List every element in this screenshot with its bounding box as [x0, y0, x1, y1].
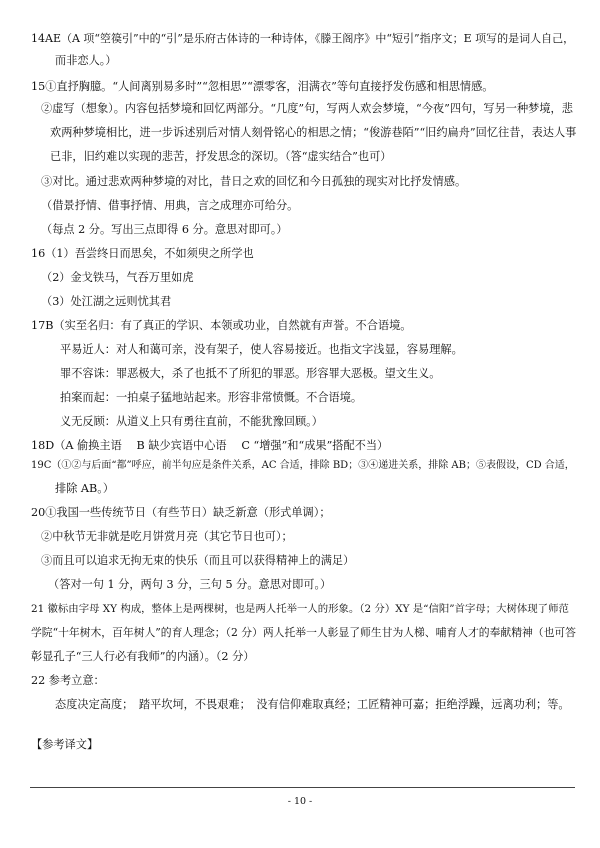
q18-line: 18D（A 偷换主语 B 缺少宾语中心语 C “增强”和“成果”搭配不当）	[31, 439, 389, 452]
q21-line-3: 彰显孔子“三人行必有我师”的内涵）。（2 分）	[31, 650, 255, 663]
q17-line-5: 义无反顾：从道义上只有勇往直前，不能犹豫回顾。）	[60, 415, 323, 428]
q15-line-5: ③对比。通过悲欢两种梦境的对比，昔日之欢的回忆和今日孤独的现实对比抒发情感。	[41, 175, 467, 188]
q19-line-2: 排除 AB。）	[55, 482, 115, 495]
q16-line-3: （3）处江湖之远则忧其君	[41, 295, 172, 308]
q21-line-1: 21 徽标由字母 XY 构成，整体上是两棵树，也是两人托举一人的形象。（2 分）XY 是“信阳”首字母；大树体现了师范	[31, 603, 569, 615]
translation-heading: 【参考译文】	[31, 738, 99, 751]
page-number: - 10 -	[287, 796, 313, 807]
q16-line-2: （2）金戈铁马，气吞万里如虎	[41, 271, 194, 284]
q20-line-2: ②中秋节无非就是吃月饼赏月亮（其它节日也可）；	[41, 530, 293, 543]
q15-line-6: （借景抒情、借事抒情、用典，言之成理亦可给分。	[41, 199, 299, 212]
q19-line-1: 19C（①②与后面“都”呼应，前半句应是条件关系，AC 合适，排除 BD；③④递进关系，排除 AB；⑤表假设，CD 合适，	[31, 460, 575, 471]
q17-line-3: 罪不容诛：罪恶极大，杀了也抵不了所犯的罪恶。形容罪大恶极。望文生义。	[60, 367, 441, 380]
q17-line-4: 拍案而起：一拍桌子猛地站起来。形容非常愤慨。不合语境。	[60, 391, 363, 404]
footer-divider	[30, 787, 575, 788]
q15-line-3: 欢两种梦境相比，进一步诉述别后对情人刻骨铭心的相思之情；“俊游巷陌”“旧约扁舟”回忆往昔，表达人事	[50, 126, 577, 139]
q17-line-1: 17B（实至名归：有了真正的学识、本领或功业，自然就有声誉。不合语境。	[31, 319, 412, 332]
q20-line-1: 20①我国一些传统节日（有些节日）缺乏新意（形式单调）；	[31, 506, 331, 519]
q15-line-7: （每点 2 分。写出三点即得 6 分。意思对即可。）	[41, 223, 288, 236]
q21-line-2: 学院“十年树木，百年树人”的育人理念；（2 分）两人托举一人彰显了师生甘为人梯、哺育人才的奉献精神（也可答	[31, 626, 576, 639]
q15-line-4: 已非，旧约难以实现的悲苦，抒发思念的深切。（答“虚实结合”也可）	[50, 150, 392, 163]
q15-line-1: 15①直抒胸臆。“人间离别易多时”“忽相思”“漂零客，泪满衣”等句直接抒发伤感和相思情感。	[31, 80, 494, 93]
q20-line-4: （答对一句 1 分，两句 3 分，三句 5 分。意思对即可。）	[48, 578, 332, 591]
q22-ideas: 态度决定高度； 踏平坎坷，不畏艰难； 没有信仰难取真经；工匠精神可嘉；拒绝浮躁，远离功利；等。	[55, 698, 570, 711]
q14-line-2: 而非恋人。）	[55, 54, 117, 67]
q15-line-2: ②虚写（想象）。内容包括梦境和回忆两部分。“几度”句，写两人欢会梦境，“今夜”四句，写另一种梦境，悲	[41, 102, 573, 115]
q22-heading: 22 参考立意：	[31, 674, 105, 687]
q16-line-1: 16（1）吾尝终日而思矣，不如须臾之所学也	[31, 247, 254, 260]
q14-line-1: 14AE（A 项“箜篌引”中的“引”是乐府古体诗的一种诗体，《滕王阁序》中“短引”指序文；E 项写的是词人自己，	[31, 32, 575, 45]
q20-line-3: ③而且可以追求无拘无束的快乐（而且可以获得精神上的满足）	[41, 554, 355, 567]
q17-line-2: 平易近人：对人和蔼可亲，没有架子，使人容易接近。也指文字浅显，容易理解。	[60, 343, 463, 356]
